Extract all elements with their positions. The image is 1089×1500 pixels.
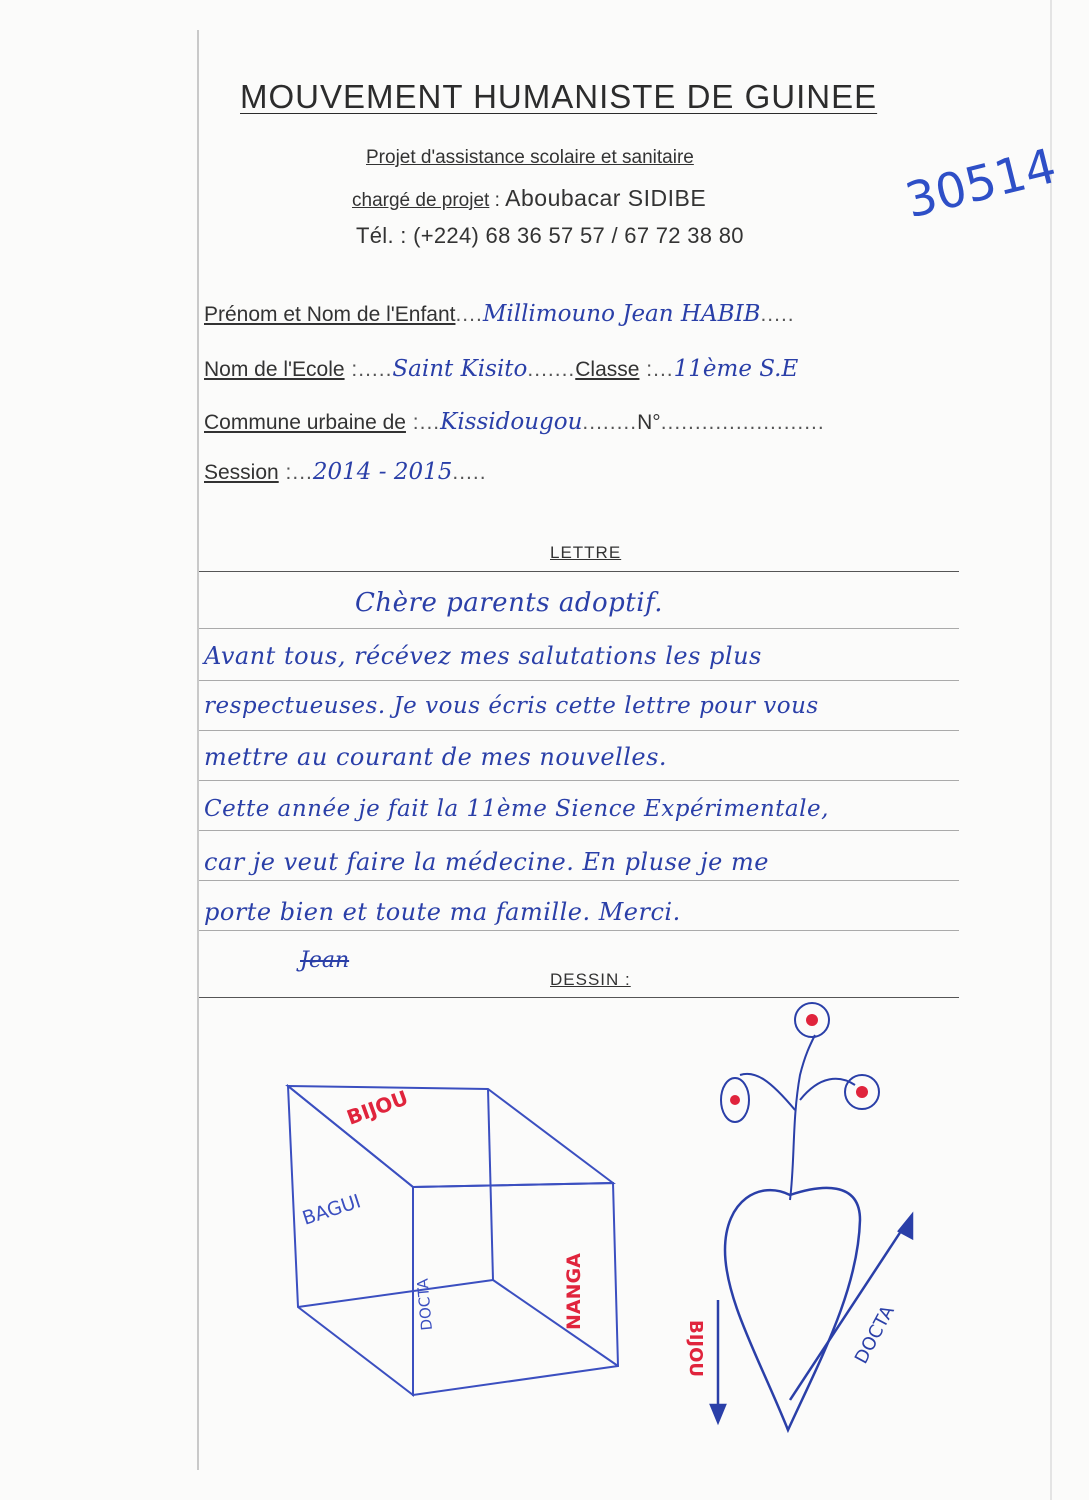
letter-line: Avant tous, récévez mes salutations les plus — [204, 642, 762, 670]
letter-title: LETTRE — [550, 543, 622, 562]
school-label: Nom de l'Ecole — [204, 358, 345, 381]
letter-line: mettre au courant de mes nouvelles. — [204, 743, 668, 771]
flower-petals — [730, 1014, 868, 1105]
heart-label-bijou: BIJOU — [685, 1320, 706, 1378]
commune-field: Commune urbaine de :...Kissidougou........N°........................ — [204, 409, 825, 435]
cube-label-bijou: BIJOU — [343, 1085, 412, 1130]
child-name-field: Prénom et Nom de l'Enfant....Millimouno Jean HABIB..... — [204, 301, 795, 327]
cube-label-bagui: BAGUI — [299, 1190, 364, 1230]
cube-label-docta: DOCTA — [413, 1277, 436, 1332]
class-value: 11ème S.E — [673, 356, 799, 382]
manager-separator: : — [489, 190, 506, 211]
signature: Jean — [300, 948, 350, 973]
school-field: Nom de l'Ecole :.....Saint Kisito.......Classe :...11ème S.E — [204, 356, 799, 382]
session-label: Session — [204, 461, 279, 484]
manager-label: chargé de projet — [352, 190, 490, 211]
commune-label: Commune urbaine de — [204, 411, 406, 434]
manager-name: Aboubacar SIDIBE — [505, 185, 707, 211]
letter-line: porte bien et toute ma famille. Merci. — [204, 898, 681, 926]
cube-label-nanga: NANGA — [563, 1253, 585, 1330]
letter-line: Cette année je fait la 11ème Sience Expérimentale, — [204, 796, 829, 822]
letter-line: car je veut faire la médecine. En pluse je me — [204, 848, 769, 876]
class-label: Classe — [575, 358, 640, 381]
letter-line: Chère parents adoptif. — [355, 588, 664, 618]
child-name-value: Millimouno Jean HABIB — [482, 301, 761, 327]
heart-drawing — [725, 1188, 860, 1430]
session-field: Session :...2014 - 2015..... — [204, 459, 487, 485]
flower-drawing — [721, 1003, 879, 1200]
school-value: Saint Kisito — [392, 356, 528, 382]
number-label: N° — [637, 411, 661, 434]
organization-title: MOUVEMENT HUMANISTE DE GUINEE — [240, 78, 878, 115]
letter-line: respectueuses. Je vous écris cette lettre pour vous — [204, 693, 819, 719]
cube-drawing — [288, 1086, 618, 1395]
heart-label-docta: DOCTA — [850, 1302, 899, 1368]
phone-line: Tél. : (+224) 68 36 57 57 / 67 72 38 80 — [356, 223, 744, 248]
reference-number: 30514 — [900, 138, 1062, 230]
commune-value: Kissidougou — [440, 409, 583, 435]
session-value: 2014 - 2015 — [312, 459, 453, 485]
child-name-label: Prénom et Nom de l'Enfant — [204, 303, 456, 326]
project-name: Projet d'assistance scolaire et sanitaire — [366, 147, 694, 168]
drawing-title: DESSIN : — [550, 970, 631, 989]
